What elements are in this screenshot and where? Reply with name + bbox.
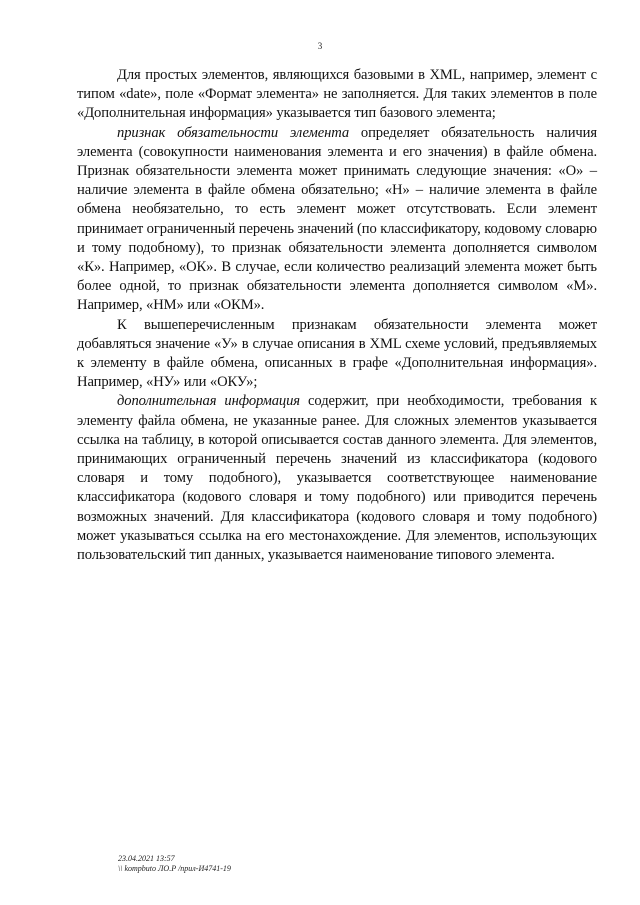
footer-stamp xyxy=(118,854,231,874)
paragraph-4 xyxy=(77,392,597,565)
paragraph-3 xyxy=(77,316,597,393)
paragraph-2-text: определяет обязательность наличия элемента (совокупности наименования элемента и его значения) в файле обмена. Признак обязательности элемента может принимать следующие значения: «О» – наличие элемента в файле обмена обязательно; «Н» – наличие элемента в файле обмена необязательно, то есть элемент может отсутствовать. Если элемент принимает ограниченный перечень значений (по классификатору, кодовому словарю и тому подобному), то признак обязательности элемента дополняется символом «К». Например, «ОК». В случае, если количество реализаций элемента может быть более одной, то признак обязательности элемента дополняется символом «М». Например, «НМ» или «ОКМ». xyxy=(77,124,597,314)
paragraph-2 xyxy=(77,124,597,316)
paragraph-4-text: содержит, при необходимости, требования к элементу файла обмена, не указанные ранее. Для сложных элементов указывается ссылка на таблицу, в которой описывается состав данного элемента. Для элементов, принимающих ограниченный перечень значений из классификатора (кодового словаря и тому подобного), указывается соответствующее наименование классификатора (кодового словаря и тому подобного) или приводится перечень возможных значений. Для классификатора (кодового словаря и тому подобного) может указываться ссылка на его местонахождение. Для элементов, использующих пользовательский тип данных, указывается наименование типового элемента. xyxy=(77,393,597,564)
paragraph-1-text: Для простых элементов, являющихся базовыми в XML, например, элемент с типом «date», поле «Формат элемента» не заполняется. Для таких элементов в поле «Дополнительная информация» указывается тип базового элемента; xyxy=(77,67,597,122)
paragraph-1 xyxy=(77,66,597,124)
paragraph-3-text: К вышеперечисленным признакам обязательности элемента может добавляться значение «У» в случае описания в XML схеме условий, предъявляемых к элементу в файле обмена, описанных в графе «Дополнительная информация». Например, «НУ» или «ОКУ»; xyxy=(77,316,597,391)
paragraph-2-lead: признак обязательности элемента xyxy=(117,124,350,141)
footer-timestamp: 23.04.2021 13:57 xyxy=(118,854,175,863)
document-body xyxy=(77,66,597,565)
footer-file-path: \\ kompbuto ЛО.Р /прил-И4741-19 xyxy=(118,864,231,873)
page-number: 3 xyxy=(317,41,323,51)
paragraph-4-lead: дополнительная информация xyxy=(117,393,300,410)
